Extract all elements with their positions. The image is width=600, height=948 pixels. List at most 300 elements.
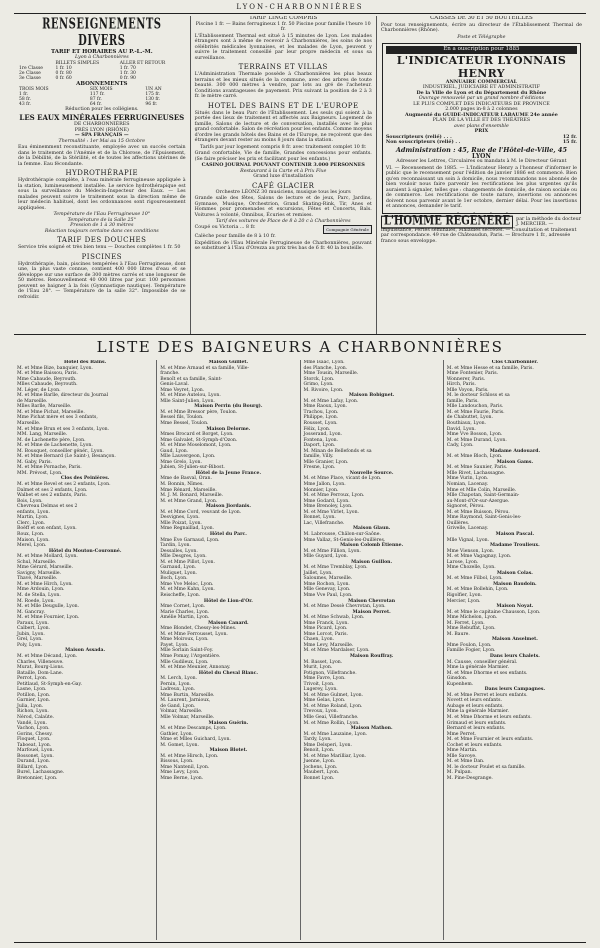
casino-luxe: Grand luxe d'installation [253,174,314,179]
lodging-heading: Hôtel du Mouton-Couronné. [48,548,122,554]
list-item: Trachou, Lyon. [303,409,339,415]
list-item: Mlle Saint-Julien, Lyon. [160,398,215,404]
list-item: M. et Mme Perroux, Lyon. [303,493,365,499]
list-item: Mme Blondet, Chessy-les-Mines. [160,626,237,632]
list-item: Mme Fontenier, Paris. [446,371,499,377]
list-item: Tardin, Lyon. [160,543,191,549]
terrains-title: TERRAINS ET VILLAS [238,63,328,71]
list-item: Mme Vurin, Lyon. [446,476,489,482]
lodging-heading: Maison Guérin. [208,720,249,726]
list-column [301,360,444,940]
abonnements-header-row: TROIS MOIS SIX MOIS UN AN [19,86,162,92]
table-row: 43 fr. 64 fr. 96 fr. [19,101,158,107]
list-item: M. Léger, de Lyon. [17,387,61,393]
list-item: M. et Mme Schwab, Lyon. [303,615,365,621]
lodging-heading: Hôtel du Cheval Blanc. [198,670,258,676]
table-row: 3e Classe 0 fr. 60 0 fr. 90 [19,75,136,81]
list-item: Mme Grelo, Lyon. [160,459,202,465]
list-item: Trivoit, Lyon. [303,681,335,687]
list-item: Mme Gérard, Marseille. [17,565,73,571]
top-rule [14,13,586,14]
list-item: Mme Burtin, Marseille. [160,692,215,698]
list-item: Mme Jallon, Lyon. [303,482,346,488]
list-item: MM. Lang, Marseille. [17,432,68,438]
abonnements-note: Réduction pour les collégiens. [65,106,139,112]
list-item: Roux, Lyon. [17,531,45,537]
list-item: Calbert, Lyon. [17,626,51,632]
list-item: Signoret, Pérou. [446,504,485,510]
list-item: M. et Mme Bize, banquier, Lyon. [17,365,93,371]
list-item: M. Minan de Bellefonds et sa [303,448,372,454]
abonnements-table [18,87,186,107]
list-item: Taboeat, Lyon. [17,742,52,748]
list-item: M. et Mme Tremblay, Lyon. [303,565,368,571]
casino-restaurant: Restaurant à la Carte et à Prix Fixe [240,168,327,174]
list-item: Vachon, Lyon. [17,726,50,732]
list-item: Mlle Vignal, Lyon. [446,537,490,543]
list-item: Mlle Granier, Lyon. [303,459,349,465]
administration-address: Administration : 45, Rue de l'Hôtel-de-Ville, 45 [395,145,567,154]
list-item: Amélie Martin, Lyon. [160,615,210,621]
tarif-voitures: Tarif des voitures de Place de 8 à 20 c à Charbonnières [215,219,351,224]
list-item: M. et Mme Dessè Chevrotan, Lyon. [303,604,386,610]
list-item: Mme Cornet, Lyon. [160,604,206,610]
list-item: Larose, Lyon. [446,559,479,565]
list-item: M. et Mme Hirsch, Lyon. [160,753,219,759]
list-item: Fontena, Lyon. [303,437,339,443]
list-item: Bernard et leurs enfants. [446,726,506,732]
list-item: M. et Mme Mollard, Lyon. [17,554,78,560]
terrains-text: L'Administration Thermale possède à Charbonnières les plus beaux terrains et les mieux situés de la commune, avec des arbres de toute beauté. 300 000 mètres à vendre, par lots au gré de l'acheteur. Conditions avantageuses de payement. Prix suivant la position de 2 à 3 fr. le mètre carré. [194,72,372,99]
list-item: Monnier, Lyon. [303,487,339,493]
list-item: M. et Mme Décand, Lyon. [17,653,78,659]
list-item: Durand, Lyon. [17,759,51,765]
list-item: Saloumes, Marseille. [303,576,353,582]
list-item: Ginsdon. [446,676,468,682]
list-item: M. et Mme Pichat, Marseille. [17,409,85,415]
list-item: Ladreux, Lyon. [160,687,196,693]
list-item: Mme Raymond, Saint-Genis-les- [446,515,522,521]
list-item: des Planche, Lyon. [303,365,348,371]
lodging-heading: Hôtel des Bains. [64,360,107,365]
list-item: M. Gaby, Paris. [17,459,52,465]
list-column [157,360,300,940]
lodging-heading: Maison Rouffray. [349,653,394,659]
list-item: Mme la générale Marmier. [446,709,509,715]
list-item: franche. [160,371,180,377]
list-item: Cochet et leurs enfants. [446,742,503,748]
list-column [444,360,586,940]
list-item: M. et Mme Ferrousset, Lyon. [160,631,228,637]
bathers-list [14,360,586,940]
list-item: M. et Mme Virlet, Lyon. [303,509,359,515]
list-item: M. et Mme Saunier, Paris. [446,465,508,471]
list-item: M. et Mme Dhorme et ses enfants. [446,670,528,676]
list-item: Nomian, Lacenay. [446,482,489,488]
list-item: M. et Mme Autelou, Lyon. [160,393,221,399]
abonnements-title: ABONNEMENTS [76,80,128,87]
list-item: M. et Mme Barlle, directeur du Journal [17,393,109,399]
list-item: Grimo, Lyon. [303,382,334,388]
indicateur-sub-2: INDUSTRIEL, JUDICIAIRE ET ADMINISTRATIF [422,85,540,90]
lodging-heading: Maison Anselmet. [491,637,538,643]
lodging-heading: Maison Assada. [65,648,106,654]
list-column [14,360,157,940]
list-item: Grel, Lyon. [17,637,43,643]
list-item: Mme Gelas, Lyon. [303,698,346,704]
list-item: Mme Rebuffat, Lyon. [446,626,496,632]
list-item: M. et Mme Place, vicant de Lyon. [303,476,382,482]
list-item: M. et Mme Dan. [446,759,485,765]
caisses-text: Pour tous renseignements, écrire au directeur de l'Établissement Thermal de Charbonnières (Rhône). [380,22,582,33]
pression-line: Pression de 1 à 30 mètres [70,223,134,228]
list-item: Mlle Guyard, Lyon. [303,554,349,560]
list-item: Volmar, Marseille. [160,709,203,715]
list-item: M. Bonnin, Nîmes. [160,482,204,488]
indicateur-plan-2: avec plans d'ensemble [454,123,509,129]
list-item: M. et Mme Fillion, Lyon. [303,548,361,554]
prix-non-souscripteurs: Non souscripteurs (relié) . . 15 fr. [385,139,577,145]
bottom-rule [14,942,586,943]
list-item: M. Labrousse, Châlon-sur-Saône. [303,531,381,537]
lodging-heading: Dans leurs Chalets. [489,653,540,659]
list-item: Mme Berne, Lyon. [160,776,204,782]
spa-francais-line: — SPA FRANÇAIS — [74,132,129,138]
list-item: Novett et leurs enfants. [446,698,502,704]
list-item: MM. Prévost, Lyon. [17,470,63,476]
list-item: Bataille, Dom-Lane. [17,670,64,676]
expedition-text: Expédition de l'Eau Minérale Ferrugineuse de Charbonnières, pouvant se substituer à l'Eau d'Orezza au prix très bas de 6 fr. 40 la bouteille. [194,240,372,251]
list-item: M. et Mme le capitaine Chausson, Lyon. [446,609,541,615]
tarif-linge-text: Piscine 1 fr. — Bains ferrugineux 1 fr. 50 Piscine pour famille l'heure 10 fr. [195,21,371,32]
list-item: Mme Franck, Lyon. [303,620,349,626]
list-item: M. Causse, conseiller général. [446,659,518,665]
list-item: Jubien, St-Julien-sur-Bibost. [160,465,225,471]
list-item: Mlle Volmar, Marseille. [160,715,215,720]
list-item: M. et Mme Rollin, Lyon. [303,720,360,726]
thermal-season: Thermalité : 1er Mai au 15 Octobre [58,138,146,144]
list-item: Mme Tousin, Marseille. [303,371,359,377]
piscines-title: PISCINES [81,252,123,261]
list-item: Mme Vallaz, St-Genis-les-Ouillères. [303,537,386,543]
list-item: Vandé, Lyon. [17,720,47,726]
list-item: Mme et Mlles Guichard, Lyon. [160,737,231,743]
list-item: Bissous, Lyon. [160,759,194,765]
list-item: M. et Mme Pornache, Paris. [17,465,82,471]
caisses-title: CAISSES DE 30 ET 50 BOUTEILLES [430,16,533,21]
list-item: M. Gomet, Lyon. [160,742,199,748]
list-item: M. le docteur Poulet et sa famille. [446,764,526,770]
list-item: Fresne, Lyon. [303,465,336,471]
lodging-heading: Clos des Peinières. [60,476,110,482]
souscription-banner: En a ouscription pour 1885 [386,46,577,54]
lodging-heading: Maison Mathon. [350,726,393,732]
lodging-heading: Nouvelle Source. [349,470,394,476]
list-item: Mlle Desgres, Lyon. [160,554,207,560]
list-item: M. et Mme Hirch, Lyon. [17,581,73,587]
list-item: Mme Levy, Lyon. [160,770,200,776]
list-item: Boch, Lyon. [160,576,188,582]
poste-telegraphe: Poste et Télégraphe [457,34,506,40]
list-item: Charles, Villeneuve. [17,659,64,665]
hotel-title: HOTEL DES BAINS ET DE L'EUROPE [207,101,359,110]
list-item: M. et Mme Buisson, Pérou. [446,509,510,515]
list-item: Mme Perret. [446,731,477,737]
temperature-eau: Température de l'Eau Ferrugineuse 10° [53,212,151,217]
list-item: M. et Mme Fournier et leurs enfants. [446,737,534,743]
list-item: Mlle Poizat, Lyon. [160,520,202,526]
list-item: Mme Veyret, Lyon. [160,387,205,393]
table-row: 2e Classe 0 fr. 80 1 fr. 30 [19,70,136,76]
lodging-heading: Maison Blotet. [209,748,248,754]
lodging-heading: Hôtel du Parc. [209,531,247,537]
list-item: M. et Mme Brun et ses 3 enfants, Lyon. [17,426,110,432]
indicateur-guide: Augmenté du GUIDE-INDICATEUR LABAUME 24e année [405,111,558,118]
lodging-heading: Clos Charbonnier. [491,360,538,365]
list-item: Kupenhem. [446,681,474,687]
list-item: Hirch, Paris. [446,382,476,388]
eaux-text: Eau éminemment reconstituante, employée avec un succès certain dans le traitement de l'Anémie et de la Chlorose, de l'Épuisement, de la Débilité, de la Stérilité, et de toutes les affections utérines de la femme. Eau fécondante. [18,145,186,167]
lodging-heading: Maison Guillet. [208,360,249,365]
list-item: Ouillères. [446,520,470,526]
list-item: Petitlaud, St-Symph-en-Gay. [17,681,82,687]
homme-regenere-title: L'HOMME RÉGÉNÉRÉ [381,215,513,227]
list-item: Genis-Laval. [160,382,190,388]
list-item: famille, Villy. [303,454,334,460]
list-item: Dessalles, Lyon. [160,548,198,554]
list-item: M. de Lachenette père, Lyon. [17,437,86,443]
list-item: M. et Mme Durand, Lyon. [446,437,507,443]
list-item: Cady, Lyon. [446,443,474,449]
list-item: M. et Mme Lafay, Lyon. [303,398,359,404]
table-row: 58 fr. 87 fr. 130 fr. [19,96,161,102]
list-item: Benoit, Lyon. [303,748,335,754]
list-item: M. et Mme Perret et leurs enfants. [446,692,528,698]
table-row: 1re Classe 1 fr. 10 1 fr. 70 [19,65,136,71]
lodging-heading: Maison Delorme. [206,426,251,432]
list-item: Mlle Savoye. [446,753,477,759]
list-item: M. et Mme Roland, Lyon. [303,703,363,709]
list-item: Richon, Lyon. [17,709,49,715]
tarif-horaires-title: TARIF ET HORAIRES AU P.-L.-M. [50,49,153,55]
list-item: Mme Foulon, Lyon. [446,642,492,648]
list-item: Payet, Lyon. [160,642,189,648]
cafe-glacier-title: CAFÉ GLACIER [252,181,315,190]
cafe-orchestre: Orchestre LÉONZ 30 musiciens, musique tous les jours [215,189,351,195]
list-item: Billard, Lyon. [17,764,49,770]
caleche-line: Calèche pour famille de 8 à 10 fr. [194,234,276,239]
adresser-line: Adresser les Lettres, Circulaires ou mandats à M. le Directeur Gérant [396,159,567,164]
list-item: Bretonnier, Lyon. [17,776,58,782]
advertisement-column [377,16,586,334]
homme-regenere-ad [380,213,582,245]
list-item: Martin, Lyon. [17,515,49,521]
list-item: Mme Lorcot, Paris. [303,631,348,637]
list-item: M. et Mme Lauzaine, Lyon. [303,731,368,737]
top-section [14,16,586,335]
lodging-heading: Maison Noyat. [496,604,534,610]
list-item: M. le docteur Schloss et sa [446,393,510,399]
list-item: Chaen, Lyon. [303,637,335,643]
list-item: Savigny, Marseille. [17,570,62,576]
list-item: Mlle Chapotan, Saint-Germain- [446,493,520,499]
list-item: M. et Mme Kahn, Lyon. [160,587,215,593]
list-item: Murit, Lyon. [303,665,333,671]
route-label: Lyon à Charbonnières [74,55,129,60]
list-item: M. Ferret, Lyon. [446,620,485,626]
list-item: Mlle Sorlain Saint-Foy. [160,648,214,654]
list-item: Wonnerer, Paris. [446,376,486,382]
compagnie-stamp: Compagnie Générale [323,225,372,235]
list-item: Philippe, Lyon. [303,415,339,421]
list-item: Maubert, Lyon. [303,770,340,776]
list-item: Mme Moiroux, Lyon. [160,637,209,643]
indicateur-henry-ad [382,43,581,214]
list-item: Chevreau Delmas et ses 2 [17,504,78,510]
hotel-text: Situés dans le beau Parc de l'Établissement. Les seuls qui soient à la portée des lieux de traitement et affectés aux Baigneurs. Logement de famille, Salons de lecture et de conversation, installés avec le plus grand confortable. Salon de récréation pour les enfants. Comme moyens d'ordre les grands hôtels des Bains et de l'Europe, ne reçoivent que des étrangers devant rester au moins 8 jours dans la station. [194,110,372,143]
coupe-price: Coupé ou Victoria ... 8 fr. [194,224,256,230]
list-item: Jochens, Lyon. [303,764,338,770]
list-item: M. et Mme Moselomont, Lyon. [160,443,232,449]
list-item: Mme Michelon, Lyon. [446,615,498,621]
list-item: Dalmet et ses 2 enfants, Lyon. [17,487,88,493]
indicateur-sub-4: Ouvrage renouvelé par un grand nombre d'éditions [418,96,545,101]
list-item: Boëff et son enfant, Lyon. [17,526,77,532]
list-item: Mlle Landouchon, Paris. [446,404,504,410]
list-item: M. et Mme Mardalser, Lyon. [303,648,370,654]
list-item: Garnier, Lyon. [17,698,51,704]
lodging-heading: Maison Glaun. [352,526,391,532]
lodging-heading: Maison Pascal. [495,531,535,537]
list-item: Marseille. [17,421,41,427]
list-item: Pernin, Lyon. [160,681,192,687]
lodging-heading: Maison Gams. [496,459,534,465]
douches-text: Service très soigné et très bien tenu — Douches complètes 1 fr. 50 [18,245,181,250]
list-item: Josserand, Lyon. [303,432,343,438]
list-item: Mme Godard, Lyon. [303,498,350,504]
list-item: Bonnet, Lyon. [303,515,336,521]
indicateur-sub: ANNUAIRE COMMERCIAL [445,78,518,85]
list-item: Maison, Lyon. [17,537,50,543]
hydrotherapie-title: HYDROTHÉRAPIE [65,169,139,177]
list-item: Mme Vve Bosson, Lyon. [446,432,503,438]
coupe-line [195,225,372,235]
list-item: M. J. M. Bonard, Marseille. [160,493,224,499]
list-item: Nérod, Calaüte. [17,715,55,720]
list-item: Mme Rochon, Lyon. [303,581,350,587]
list-item: M. et Mme Marilliar, Lyon. [303,753,367,759]
homme-regenere-text: par la méthode du docteur J. MERCIER. — Impuissance, Pertes séminales, Maladies secrètes. — Consultation et traitement par correspondance. 49 rue de Châteaudun, Paris. — Brochure 1 fr., adressée franco sous enveloppe. [380,216,581,244]
eaux-subtitle: DE CHARBONNIÈRES [74,122,130,127]
lodging-heading: Maison Bobignet. [348,393,395,399]
list-item: Walbet et ses 2 enfants, Paris. [17,493,88,499]
list-item: Murat, Bourg-Lions. [17,665,65,671]
etablissement-text: L'Établissement Thermal est situé à 15 minutes de Lyon. Les malades étrangers sont à même de recevoir à Charbonnières, les soins de nos célébrités médicales lyonnaises, et les malades de Lyon, peuvent y suivre le traitement conseillé par leur propre médecin et sous sa surveillance. [194,33,372,61]
reaction-line: Réaction toujours certaine dans ces conditions [44,228,159,234]
list-item: Julia, Lyon. [17,703,44,709]
list-item: Mme Picard, Lyon. [303,626,348,632]
list-item: Bossonet, Lyon. [17,753,54,759]
lodging-heading: Maison Baudoin. [493,581,537,587]
list-item: Mlle Geai, Villefranche. [303,715,359,720]
list-item: Félix, Lyon. [303,426,331,432]
list-item: Poly, Lyon. [17,642,42,648]
indicateur-sub-5: LE PLUS COMPLET DES INDICATEURS DE PROVINCE [413,101,550,107]
list-item: Mme Vve Meloc, Lyon. [160,581,214,587]
list-item: Gathier, Lyon. [160,731,194,737]
douches-title: TARIF DES DOUCHES [57,236,147,244]
hotel-text-2: Grand confortable, Vie de famille, Grandes concessions pour enfants. (Se faire préciser les prix et facilitant pour les enfants.) [194,151,372,162]
list-item: Aubage et leurs enfants. [446,703,504,709]
list-item: M. et Mme de Lachenette, Lyon. [17,443,93,449]
list-item: Mme Martin. [446,748,478,754]
list-item: Mercier, Lyon. [446,598,481,604]
list-item: Storck, Lyon. [303,376,335,382]
list-item: Mlle Gudileux, Lyon. [160,659,209,665]
list-item: Desvignes, Lyon. [160,515,200,521]
list-item: Mme Ève Garnaud, Lyon. [160,537,220,543]
list-item: Mmes Brocard et Borget, Lyon. [160,432,234,438]
list-item: M. et Mme Bloch, Lyon. [446,454,503,460]
list-item: M. Basset, Lyon. [303,659,343,665]
lodging-heading: Maison Perret. [352,609,391,615]
list-item: Daport, Lyon. [303,443,336,449]
lodging-heading: Dans leurs Campagnes. [484,687,546,693]
lodging-heading: Maison Jiordanis. [205,504,251,510]
list-item: Bois, Lyon. [17,498,43,504]
list-item: M. et Mme Pillot, Lyon. [160,559,215,565]
list-item: Trevoux, Lyon. [303,709,339,715]
recensement-text: VI. — Recensement de 1885. — L'Indicateur Henry a l'honneur d'informer le public que le recensement pour l'édition de janvier 1886 est commencé. Bien qu'en reconnaissant un soin à domicile, nous recommandons nos abonnés de bien vouloir nous faire parvenir les rectifications les plus urgentes qu'ils auraient à signaler, telles que : changements de domicile, de raison sociale ou de commerce. Les rectifications de toute nature, insertions ou annonces doivent nous parvenir avant le 1er octobre, dernier délai. Pour les insertions et annonces, demander le tarif. [385,165,577,209]
list-item: de Gand, Lyon. [160,703,196,709]
indicateur-sub-3: De la Ville de Lyon et du Département du Rhône [416,89,547,96]
list-item: Mme Levy, Marseille. [303,642,354,648]
list-item: Mme Favre, Lyon. [303,676,346,682]
list-item: M. Bousquet, conseiller génér., Lyon. [17,448,104,454]
fares-header-row: BILLETS SIMPLES ALLER ET RETOUR [55,60,166,66]
list-item: M. et Mme Cord, veuvant de Lyon. [160,509,242,515]
eaux-subtitle-2: PRÈS LYON (RHÔNE) [74,127,129,133]
lodging-heading: Hôtel de la Jeune France. [195,470,262,476]
list-item: Gorins, Chessy. [17,731,53,737]
list-item: Mme Isaac, Lyon. [303,360,345,365]
list-item: Mme Nantenil, Lyon. [160,764,210,770]
list-item: Mlle Rivet, Lachassagne. [446,470,506,476]
list-item: Mme Cabaude, Beyrouth. [17,376,77,382]
list-item: M. Laurent, Jarnioux, [160,698,211,704]
list-item: Garnaud, Lyon. [160,565,197,571]
list-item: M. et Mme Bernard (Le Saint-), Besançon. [17,454,116,460]
list-item: Mme et Mlle Colin, Marseille. [446,487,517,493]
list-item: Grimaud et leurs enfants. [446,720,507,726]
list-item: Bouthiaux, Lyon. [446,421,487,427]
indicateur-pages: 2.000 pages in-8 à 2 colonnes [445,107,518,112]
lodging-heading: Madame Audouard. [489,448,541,454]
list-item: Jaillet, Lyon. [303,570,333,576]
indicateur-plan: PLAN DE LA VILLE ET DES THÉÂTRES [432,118,531,123]
list-item: Mme Regnaillad, Lyon. [160,526,215,532]
list-item: M. et Mme Faurie, Paris. [446,409,505,415]
list-item: Gaud, Lyon. [160,448,189,454]
tarif-linge-title: TARIF LINGE COMPRIS [249,16,318,21]
list-item: de Chabuttet, Lyon. [446,415,493,421]
cafe-text: Grande salle des fêtes, Salons de lecture et de jeux, Parc, Jardins, Gymnase, Musique, Orchestrion, Grand Skating-Rink, Tir, Anes et Hommes pour promenades et excursions, Fêtes et Concerts, Bals. Voitures à volonté, Omnibus, Écuries et remises. [194,196,372,218]
renseignements-column [14,16,191,334]
list-item: M. et Mme Revel et ses 2 enfants, Lyon. [17,482,111,488]
list-item: Mme Chozelle, Lyon. [446,565,496,571]
list-item: Reischeffe, Lyon. [160,592,201,598]
list-item: M. de Stella, Lyon. [17,592,61,598]
